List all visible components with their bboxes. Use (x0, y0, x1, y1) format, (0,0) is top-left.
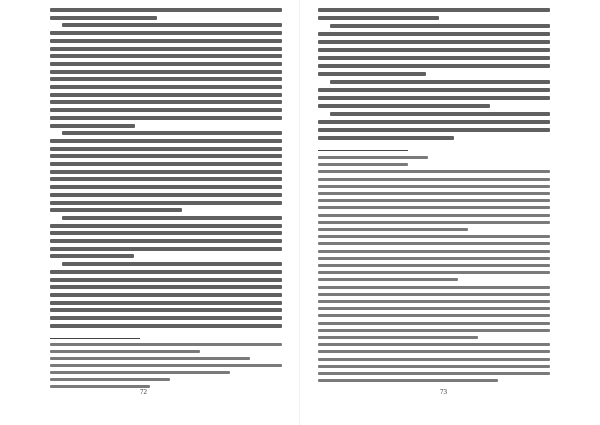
footnote-line (318, 372, 550, 375)
text-line (50, 254, 134, 258)
text-line (50, 54, 282, 58)
footnote-line (318, 322, 550, 325)
footnote-line (318, 235, 550, 238)
footnote-line (318, 185, 550, 188)
text-line (318, 40, 550, 44)
text-line (330, 112, 550, 116)
text-line (318, 72, 426, 76)
footnote-line (318, 178, 550, 181)
text-line (50, 285, 282, 289)
footnote-line (318, 271, 550, 274)
footnote-line (318, 314, 550, 317)
footnote-line (318, 286, 550, 289)
text-line (50, 185, 282, 189)
text-line (318, 48, 550, 52)
text-line (330, 80, 550, 84)
text-line (50, 193, 282, 197)
text-line (50, 239, 282, 243)
text-line (50, 139, 282, 143)
text-line (50, 77, 282, 81)
footnote-line (318, 307, 550, 310)
text-line (62, 23, 282, 27)
footnote-line (318, 163, 408, 166)
text-line (50, 316, 282, 320)
text-line (50, 301, 282, 305)
footnote-line (50, 357, 250, 360)
text-line (62, 262, 282, 266)
text-line (50, 201, 282, 205)
text-line (50, 231, 282, 235)
text-line (50, 31, 282, 35)
text-line (50, 70, 282, 74)
footnote-line (50, 385, 150, 388)
footnote-line (318, 170, 550, 173)
text-line (318, 32, 550, 36)
footnote-line (318, 329, 550, 332)
footnote-line (50, 378, 170, 381)
footnote-line (318, 257, 550, 260)
text-line (318, 96, 550, 100)
text-line (50, 116, 282, 120)
text-line (50, 108, 282, 112)
text-line (318, 16, 439, 20)
footnote-line (318, 242, 550, 245)
text-line (318, 64, 550, 68)
text-line (318, 104, 490, 108)
text-line (50, 154, 282, 158)
text-line (50, 270, 282, 274)
text-line (318, 136, 454, 140)
footnote-line (318, 214, 550, 217)
footnote-line (318, 343, 550, 346)
text-line (50, 100, 282, 104)
left-footnote-rule (50, 338, 140, 339)
text-line (50, 208, 182, 212)
footnote-line (318, 221, 550, 224)
text-line (50, 170, 282, 174)
text-line (50, 93, 282, 97)
footnote-line (318, 379, 498, 382)
footnote-line (50, 343, 282, 346)
footnote-line (318, 264, 550, 267)
text-line (50, 162, 282, 166)
footnote-line (318, 365, 550, 368)
text-line (50, 147, 282, 151)
footnote-line (318, 350, 550, 353)
text-line (318, 120, 550, 124)
text-line (50, 324, 282, 328)
text-line (50, 293, 282, 297)
text-line (50, 8, 282, 12)
footnote-line (318, 199, 550, 202)
footnote-line (318, 206, 550, 209)
footnote-line (50, 371, 230, 374)
footnote-line (318, 293, 550, 296)
text-line (50, 39, 282, 43)
text-line (50, 177, 282, 181)
footnote-line (318, 192, 550, 195)
footnote-line (318, 156, 428, 159)
text-line (50, 16, 157, 20)
footnote-line (318, 250, 550, 253)
text-line (50, 308, 282, 312)
text-line (50, 124, 135, 128)
text-line (50, 62, 282, 66)
text-line (330, 24, 550, 28)
right-footnote-rule (318, 150, 408, 151)
text-line (50, 278, 282, 282)
text-line (50, 247, 282, 251)
footnote-line (318, 228, 468, 231)
footnote-line (318, 300, 550, 303)
footnote-line (50, 364, 282, 367)
text-line (50, 47, 282, 51)
footnote-line (50, 350, 200, 353)
page-number: 72 (140, 388, 147, 396)
footnote-line (318, 278, 458, 281)
text-line (50, 224, 282, 228)
footnote-line (318, 336, 478, 339)
text-line (318, 88, 550, 92)
text-line (62, 131, 282, 135)
right-page (300, 0, 600, 425)
text-line (62, 216, 282, 220)
text-line (318, 128, 550, 132)
text-line (50, 85, 282, 89)
page-number: 73 (440, 388, 447, 396)
text-line (318, 8, 550, 12)
text-line (318, 56, 550, 60)
footnote-line (318, 358, 550, 361)
